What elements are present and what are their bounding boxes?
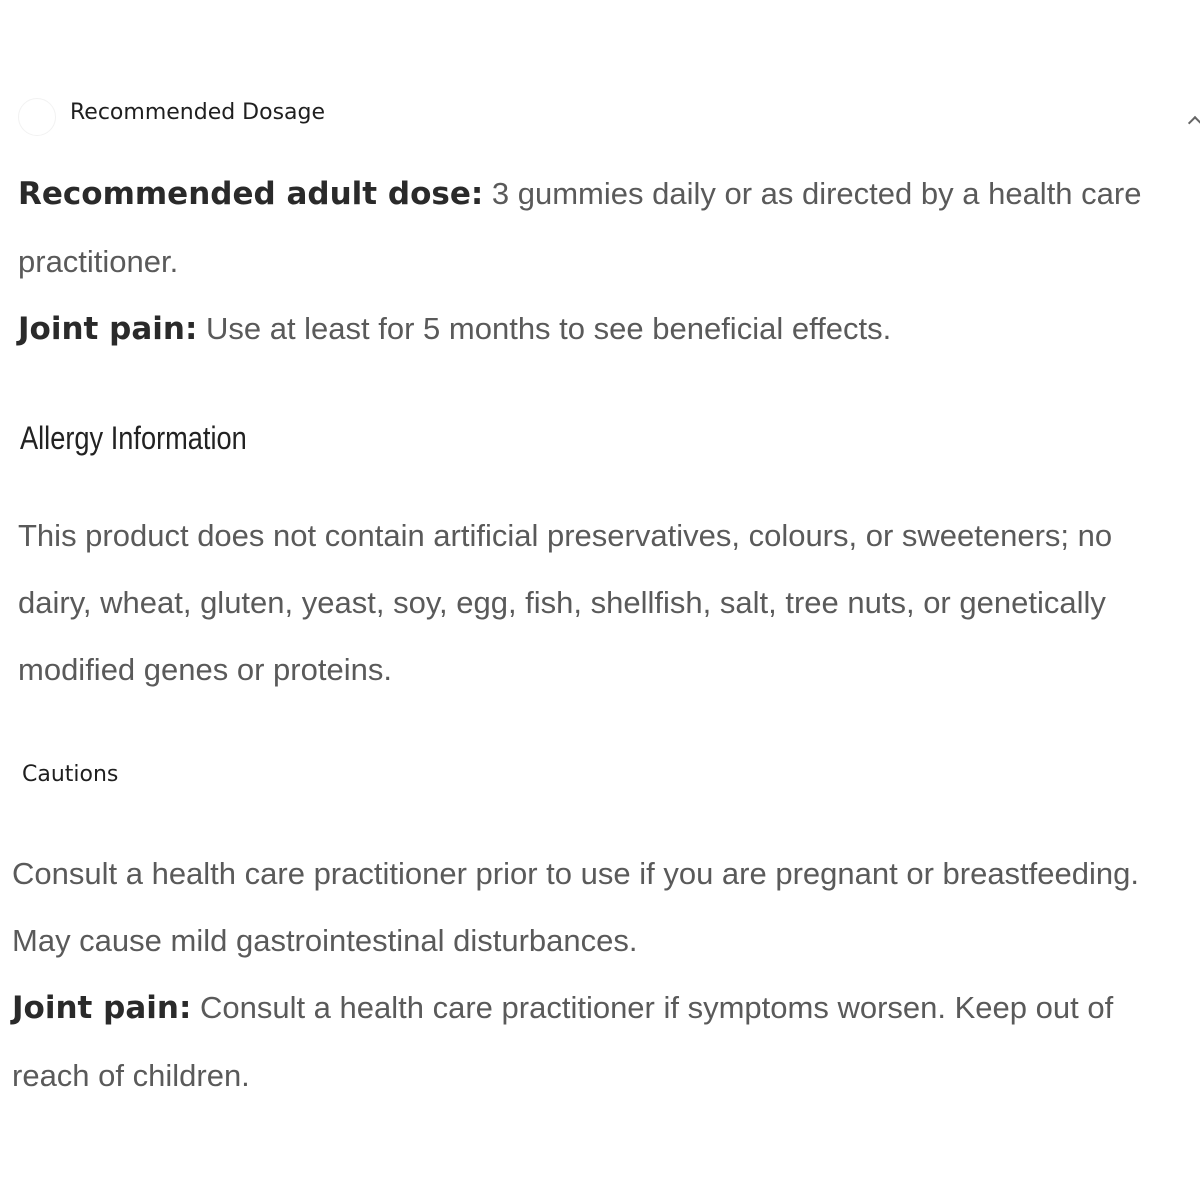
- dosage-heading: Recommended Dosage: [70, 100, 326, 125]
- dosage-joint-pain-text: Use at least for 5 months to see beneficial effects.: [197, 311, 892, 346]
- cautions-paragraph: [12, 840, 1172, 1109]
- allergy-heading: Allergy Information: [20, 420, 247, 456]
- dosage-joint-pain-label: Joint pain:: [18, 311, 198, 347]
- dosage-paragraph: [18, 160, 1178, 363]
- cautions-joint-pain-text: Consult a health care practitioner if symptoms worsen. Keep out of reach of children.: [12, 990, 1114, 1093]
- cautions-joint-pain-label: Joint pain:: [12, 990, 192, 1026]
- adult-dose-label: Recommended adult dose:: [18, 176, 484, 212]
- allergy-paragraph: [18, 502, 1178, 703]
- cautions-heading: Cautions: [22, 762, 119, 787]
- chevron-up-icon: [1188, 116, 1200, 130]
- allergy-text: This product does not contain artificial preservatives, colours, or sweeteners; no dairy, wheat, gluten, yeast, soy, egg, fish, shellfish, salt, tree nuts, or genetically modified genes or proteins.: [18, 518, 1113, 687]
- adult-dose-text: 3 gummies daily or as directed by a health care practitioner.: [18, 176, 1142, 279]
- cautions-text: Consult a health care practitioner prior to use if you are pregnant or breastfeeding. May cause mild gastrointestinal disturbances.: [12, 856, 1139, 958]
- decorative-ring: [18, 98, 56, 136]
